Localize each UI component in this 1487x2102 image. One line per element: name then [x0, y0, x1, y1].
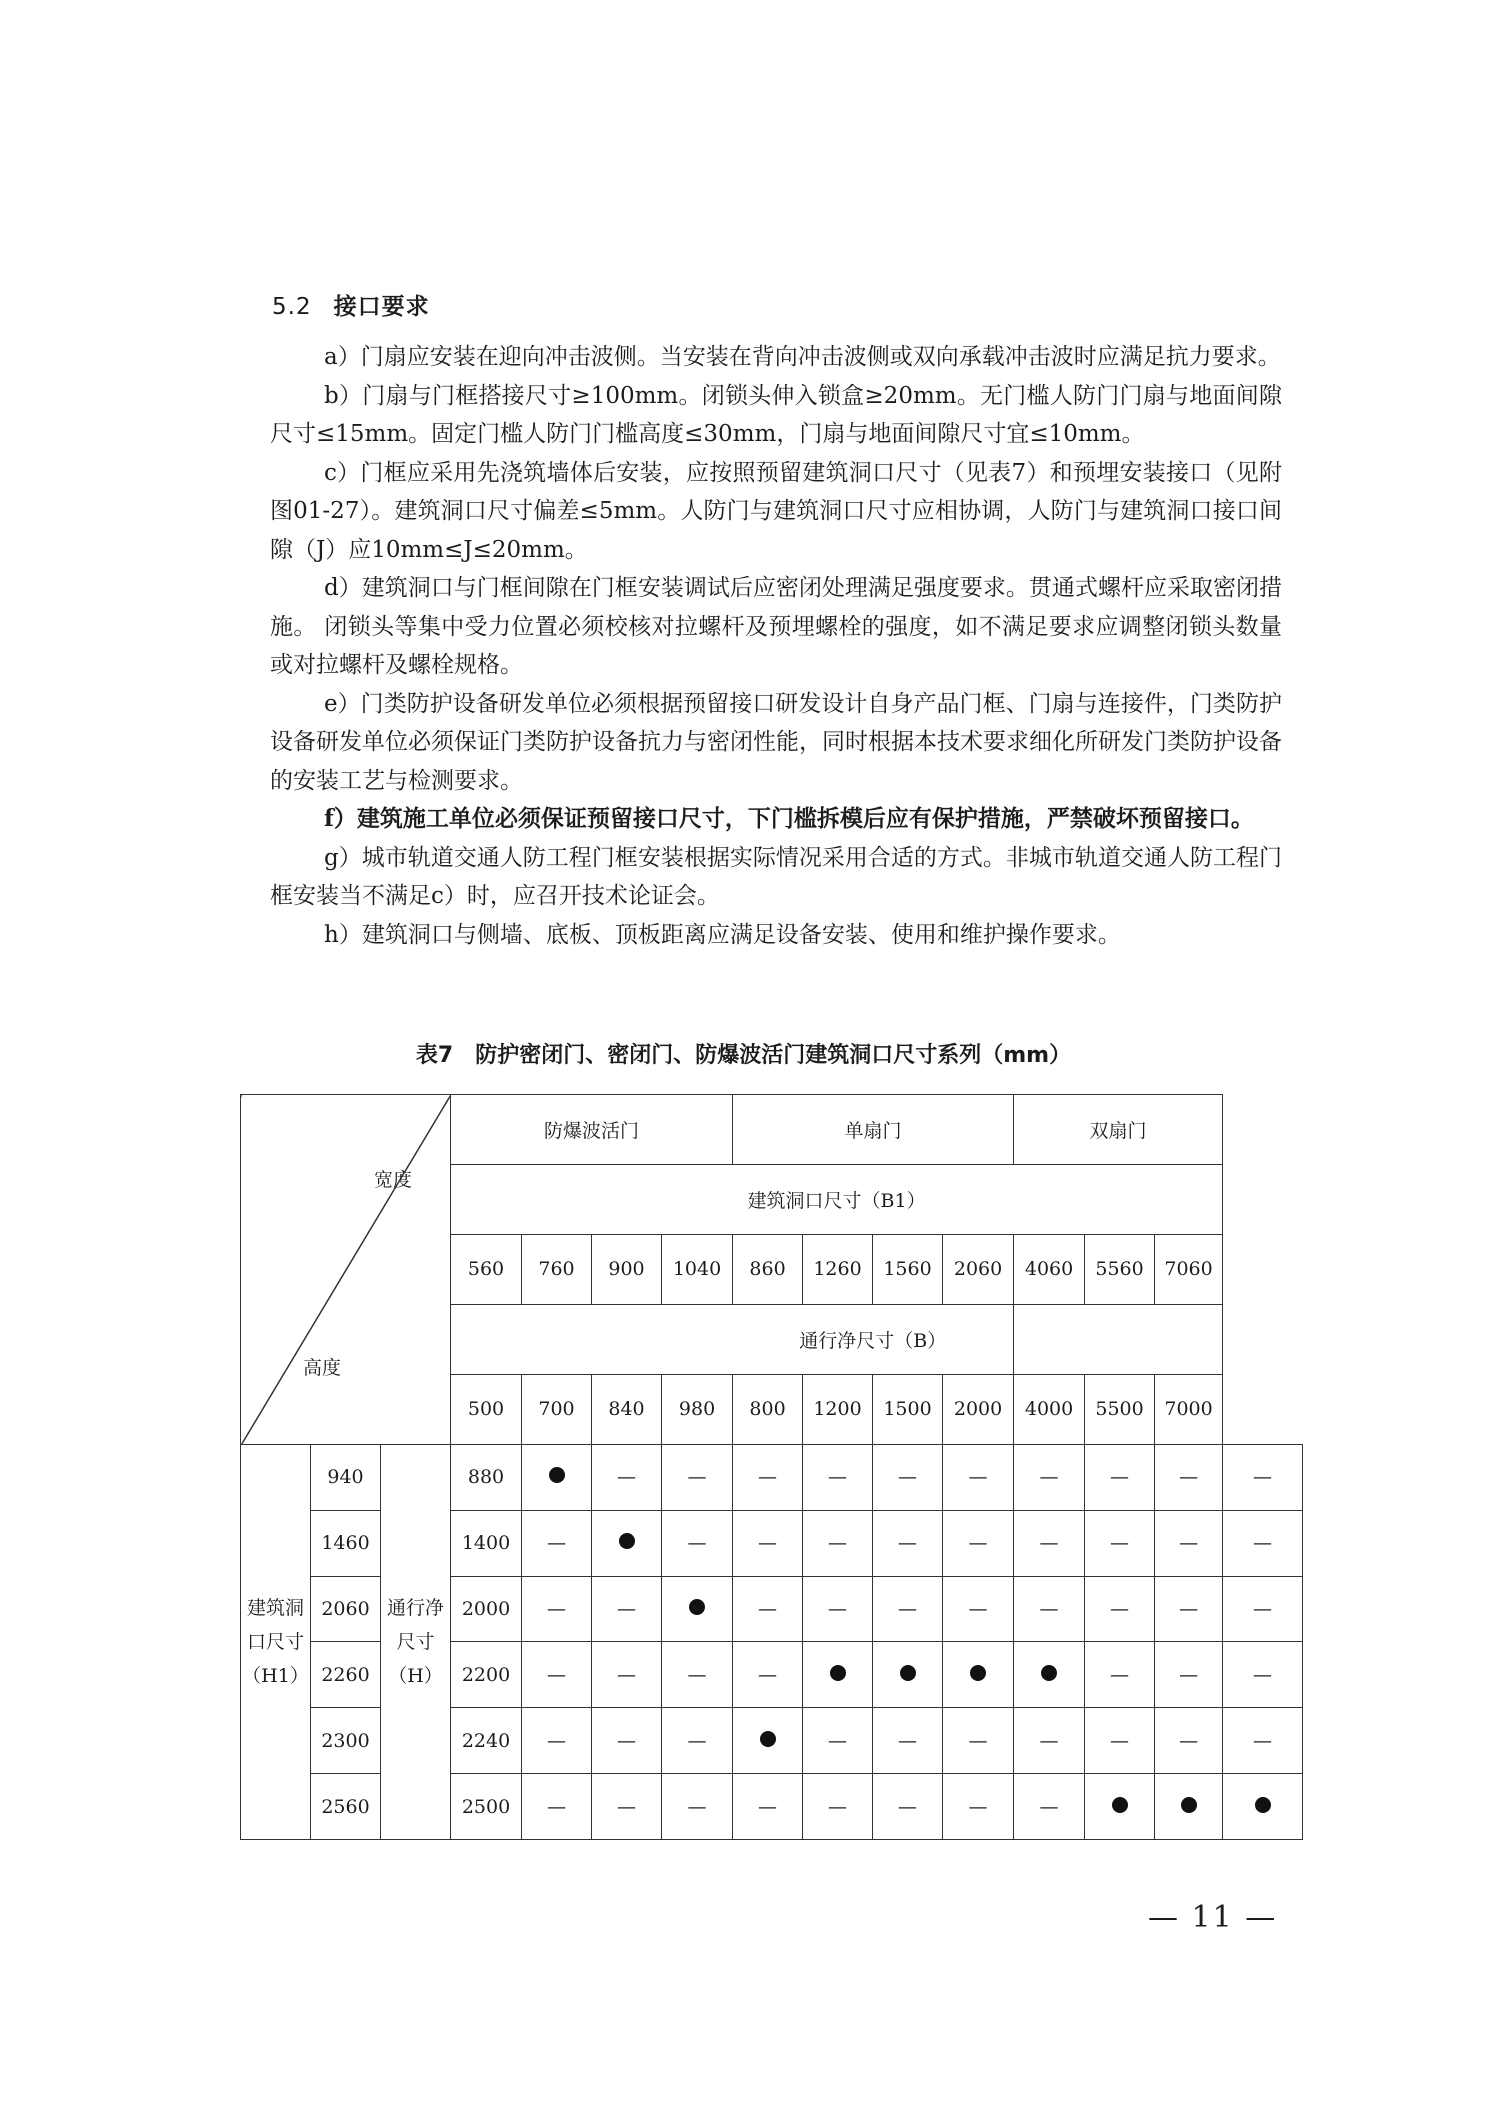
mark-cell — [662, 1444, 733, 1510]
dash-mark: — — [1253, 1466, 1273, 1489]
mark-cell — [803, 1510, 873, 1576]
dash-mark: — — [1179, 1663, 1199, 1686]
dash-mark: — — [1253, 1532, 1273, 1555]
mark-cell — [803, 1444, 873, 1510]
paragraph-e: e）门类防护设备研发单位必须根据预留接口研发设计自身产品门框、门扇与连接件，门类防护设备研发单位必须保证门类防护设备抗力与密闭性能，同时根据本技术要求细化所研发门类防护设备的安装工艺与检测要求。 — [270, 690, 1282, 794]
dash-mark: — — [617, 1795, 637, 1818]
dash-mark: — — [547, 1729, 567, 1752]
group-header-blast-valve: 防爆波活门 — [451, 1095, 733, 1165]
dot-mark — [619, 1533, 635, 1549]
mark-cell — [522, 1708, 592, 1774]
dash-mark: — — [828, 1729, 848, 1752]
table-caption-number: 表7 — [415, 1043, 454, 1068]
opening-width-cell: 1040 — [662, 1234, 733, 1304]
paragraph-a: a）门扇应安装在迎向冲击波侧。当安装在背向冲击波侧或双向承载冲击波时应满足抗力要求。 — [324, 344, 1281, 370]
mark-cell — [803, 1642, 873, 1708]
mark-cell — [873, 1708, 943, 1774]
dash-mark: — — [828, 1597, 848, 1620]
dash-mark: — — [617, 1466, 637, 1489]
dash-mark: — — [758, 1795, 778, 1818]
mark-cell — [943, 1576, 1014, 1642]
mark-cell — [1085, 1510, 1155, 1576]
dash-mark: — — [968, 1532, 988, 1555]
clear-width-cell: 1200 — [803, 1374, 873, 1444]
dash-mark: — — [617, 1663, 637, 1686]
mark-cell — [1085, 1708, 1155, 1774]
mark-cell — [662, 1510, 733, 1576]
dash-mark: — — [758, 1663, 778, 1686]
dash-mark: — — [687, 1729, 707, 1752]
clear-height-cell: 1400 — [451, 1510, 522, 1576]
dash-mark: — — [828, 1532, 848, 1555]
dash-mark: — — [898, 1795, 918, 1818]
clear-width-cell: 980 — [662, 1374, 733, 1444]
dash-mark: — — [617, 1729, 637, 1752]
dash-mark: — — [1179, 1466, 1199, 1489]
section-title: 接口要求 — [333, 294, 430, 320]
clear-width-cell: 7000 — [1155, 1374, 1223, 1444]
mark-cell — [1014, 1576, 1085, 1642]
section-number: 5.2 — [272, 294, 312, 320]
paragraph-g: g）城市轨道交通人防工程门框安装根据实际情况采用合适的方式。非城市轨道交通人防工程门框安装当不满足c）时，应召开技术论证会。 — [270, 844, 1282, 909]
paragraph-f: f）建筑施工单位必须保证预留接口尺寸，下门槛拆模后应有保护措施，严禁破坏预留接口。 — [324, 805, 1254, 832]
dash-mark: — — [1179, 1729, 1199, 1752]
mark-cell — [522, 1774, 592, 1840]
opening-width-cell: 1260 — [803, 1234, 873, 1304]
dot-mark — [1255, 1797, 1271, 1813]
clear-width-cell: 800 — [733, 1374, 803, 1444]
mark-cell — [1014, 1510, 1085, 1576]
dash-mark: — — [687, 1795, 707, 1818]
dash-mark: — — [1110, 1532, 1130, 1555]
dash-mark: — — [968, 1466, 988, 1489]
mark-cell — [592, 1708, 662, 1774]
table-corner-header — [241, 1095, 451, 1445]
clear-height-cell: 2200 — [451, 1642, 522, 1708]
opening-height-cell: 1460 — [311, 1510, 381, 1576]
mark-cell — [1155, 1576, 1223, 1642]
dash-mark: — — [1253, 1729, 1273, 1752]
dot-mark — [1112, 1797, 1128, 1813]
opening-height-cell: 940 — [311, 1444, 381, 1510]
body-text — [270, 338, 1282, 954]
mark-cell — [1223, 1444, 1303, 1510]
clear-width-header-spacer — [1014, 1304, 1223, 1374]
dash-mark: — — [898, 1532, 918, 1555]
mark-cell — [873, 1444, 943, 1510]
opening-width-cell: 2060 — [943, 1234, 1014, 1304]
dash-mark: — — [1253, 1597, 1273, 1620]
opening-width-cell: 760 — [522, 1234, 592, 1304]
mark-cell — [1014, 1444, 1085, 1510]
dash-mark: — — [898, 1729, 918, 1752]
clear-height-label: 通行净尺寸（H） — [381, 1444, 451, 1839]
dash-mark: — — [1110, 1729, 1130, 1752]
opening-width-cell: 860 — [733, 1234, 803, 1304]
clear-width-cell: 2000 — [943, 1374, 1014, 1444]
opening-height-label: 建筑洞口尺寸（H1） — [241, 1444, 311, 1839]
mark-cell — [592, 1774, 662, 1840]
dash-mark: — — [1253, 1663, 1273, 1686]
mark-cell — [1155, 1708, 1223, 1774]
mark-cell — [522, 1444, 592, 1510]
mark-cell — [1014, 1774, 1085, 1840]
mark-cell — [803, 1708, 873, 1774]
mark-cell — [733, 1708, 803, 1774]
mark-cell — [1223, 1774, 1303, 1840]
clear-height-cell: 880 — [451, 1444, 522, 1510]
mark-cell — [592, 1576, 662, 1642]
opening-height-cell: 2260 — [311, 1642, 381, 1708]
mark-cell — [1085, 1642, 1155, 1708]
mark-cell — [662, 1774, 733, 1840]
opening-width-cell: 7060 — [1155, 1234, 1223, 1304]
mark-cell — [662, 1708, 733, 1774]
dash-mark: — — [1039, 1795, 1059, 1818]
dash-mark: — — [828, 1795, 848, 1818]
dash-mark: — — [898, 1597, 918, 1620]
section-heading — [272, 288, 430, 321]
dash-mark: — — [547, 1795, 567, 1818]
opening-width-cell: 5560 — [1085, 1234, 1155, 1304]
dash-mark: — — [1039, 1532, 1059, 1555]
dot-mark — [1181, 1797, 1197, 1813]
mark-cell — [592, 1444, 662, 1510]
dot-mark — [830, 1665, 846, 1681]
paragraph-h: h）建筑洞口与侧墙、底板、顶板距离应满足设备安装、使用和维护操作要求。 — [324, 921, 1121, 948]
clear-width-cell: 500 — [451, 1374, 522, 1444]
dash-mark: — — [758, 1466, 778, 1489]
dash-mark: — — [898, 1466, 918, 1489]
mark-cell — [733, 1444, 803, 1510]
dash-mark: — — [758, 1532, 778, 1555]
dash-mark: — — [758, 1597, 778, 1620]
mark-cell — [662, 1576, 733, 1642]
opening-height-cell: 2560 — [311, 1774, 381, 1840]
dash-mark: — — [828, 1466, 848, 1489]
mark-cell — [733, 1642, 803, 1708]
dash-mark: — — [968, 1795, 988, 1818]
mark-cell — [1223, 1708, 1303, 1774]
page-number: — 11 — — [1148, 1900, 1278, 1935]
dash-mark: — — [1110, 1663, 1130, 1686]
height-label: 高度 — [303, 1357, 342, 1379]
dot-mark — [760, 1731, 776, 1747]
mark-cell — [1155, 1444, 1223, 1510]
mark-cell — [592, 1510, 662, 1576]
dash-mark: — — [1179, 1597, 1199, 1620]
mark-cell — [1014, 1708, 1085, 1774]
mark-cell — [1155, 1510, 1223, 1576]
mark-cell — [733, 1774, 803, 1840]
mark-cell — [1085, 1444, 1155, 1510]
dash-mark: — — [1179, 1532, 1199, 1555]
mark-cell — [803, 1576, 873, 1642]
clear-height-cell: 2240 — [451, 1708, 522, 1774]
opening-width-header: 建筑洞口尺寸（B1） — [451, 1164, 1223, 1234]
paragraph-c: c）门框应采用先浇筑墙体后安装，应按照预留建筑洞口尺寸（见表7）和预埋安装接口（见附图01-27）。建筑洞口尺寸偏差≤5mm。人防门与建筑洞口尺寸应相协调，人防门与建筑洞口接口间隙（J）应10mm≤J≤20mm。 — [270, 459, 1282, 563]
mark-cell — [1085, 1774, 1155, 1840]
clear-width-cell: 700 — [522, 1374, 592, 1444]
dot-mark — [549, 1467, 565, 1483]
opening-height-cell: 2300 — [311, 1708, 381, 1774]
dash-mark: — — [1110, 1466, 1130, 1489]
mark-cell — [522, 1642, 592, 1708]
group-header-single-door: 单扇门 — [733, 1095, 1014, 1165]
mark-cell — [943, 1642, 1014, 1708]
dash-mark: — — [617, 1597, 637, 1620]
mark-cell — [662, 1642, 733, 1708]
mark-cell — [943, 1708, 1014, 1774]
clear-width-cell: 4000 — [1014, 1374, 1085, 1444]
mark-cell — [1085, 1576, 1155, 1642]
group-header-double-door: 双扇门 — [1014, 1095, 1223, 1165]
dash-mark: — — [968, 1729, 988, 1752]
opening-width-cell: 1560 — [873, 1234, 943, 1304]
dash-mark: — — [968, 1597, 988, 1620]
mark-cell — [522, 1510, 592, 1576]
paragraph-d: d）建筑洞口与门框间隙在门框安装调试后应密闭处理满足强度要求。贯通式螺杆应采取密闭措施。 闭锁头等集中受力位置必须校核对拉螺杆及预埋螺栓的强度，如不满足要求应调整闭锁头数量或对拉螺杆及螺栓规格。 — [270, 575, 1282, 678]
dash-mark: — — [687, 1532, 707, 1555]
mark-cell — [1223, 1510, 1303, 1576]
mark-cell — [803, 1774, 873, 1840]
mark-cell — [733, 1576, 803, 1642]
mark-cell — [943, 1444, 1014, 1510]
dash-mark: — — [1039, 1597, 1059, 1620]
mark-cell — [1155, 1642, 1223, 1708]
opening-width-cell: 900 — [592, 1234, 662, 1304]
width-label: 宽度 — [374, 1169, 413, 1191]
clear-height-cell: 2500 — [451, 1774, 522, 1840]
clear-height-cell: 2000 — [451, 1576, 522, 1642]
mark-cell — [873, 1510, 943, 1576]
dash-mark: — — [687, 1466, 707, 1489]
door-opening-size-table — [240, 1094, 1303, 1840]
opening-width-cell: 560 — [451, 1234, 522, 1304]
dash-mark: — — [547, 1532, 567, 1555]
mark-cell — [1223, 1576, 1303, 1642]
clear-width-cell: 5500 — [1085, 1374, 1155, 1444]
mark-cell — [943, 1774, 1014, 1840]
paragraph-b: b）门扇与门框搭接尺寸≥100mm。闭锁头伸入锁盒≥20mm。无门槛人防门门扇与地面间隙尺寸≤15mm。固定门槛人防门门槛高度≤30mm，门扇与地面间隙尺寸宜≤10mm。 — [270, 382, 1282, 447]
table-row — [241, 1444, 1303, 1510]
mark-cell — [1223, 1642, 1303, 1708]
clear-width-header-blank — [451, 1304, 733, 1374]
mark-cell — [873, 1576, 943, 1642]
dash-mark: — — [547, 1597, 567, 1620]
dash-mark: — — [1039, 1729, 1059, 1752]
mark-cell — [1155, 1774, 1223, 1840]
opening-width-cell: 4060 — [1014, 1234, 1085, 1304]
dash-mark: — — [1110, 1597, 1130, 1620]
mark-cell — [592, 1642, 662, 1708]
dot-mark — [1041, 1665, 1057, 1681]
mark-cell — [943, 1510, 1014, 1576]
dash-mark: — — [1039, 1466, 1059, 1489]
mark-cell — [733, 1510, 803, 1576]
mark-cell — [873, 1642, 943, 1708]
dash-mark: — — [687, 1663, 707, 1686]
table-caption — [0, 1038, 1487, 1069]
opening-height-cell: 2060 — [311, 1576, 381, 1642]
dot-mark — [900, 1665, 916, 1681]
clear-width-cell: 840 — [592, 1374, 662, 1444]
dot-mark — [970, 1665, 986, 1681]
clear-width-header: 通行净尺寸（B） — [733, 1304, 1014, 1374]
dash-mark: — — [547, 1663, 567, 1686]
mark-cell — [522, 1576, 592, 1642]
dot-mark — [689, 1599, 705, 1615]
mark-cell — [1014, 1642, 1085, 1708]
mark-cell — [873, 1774, 943, 1840]
clear-width-cell: 1500 — [873, 1374, 943, 1444]
table-caption-text: 防护密闭门、密闭门、防爆波活门建筑洞口尺寸系列（mm） — [475, 1043, 1072, 1068]
